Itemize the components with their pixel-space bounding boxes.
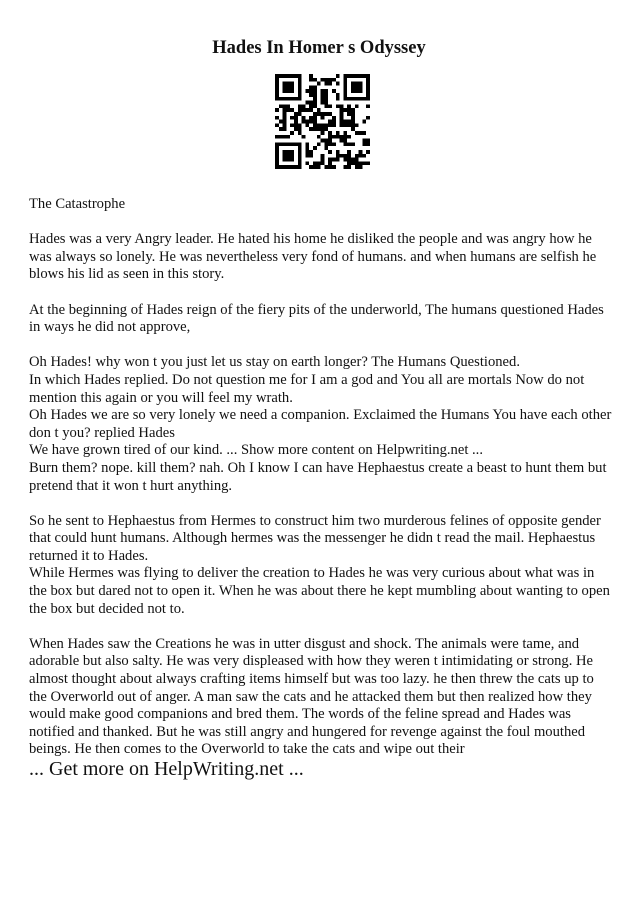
body-line: The Catastrophe: [29, 196, 126, 212]
body-line: don t you? replied Hades: [29, 424, 175, 441]
body-line: the Overworld out of anger. A man saw the cats and he attacked them but then realized how they: [29, 688, 592, 705]
body-line: When Hades saw the Creations he was in utter disgust and shock. The animals were tame, and: [29, 635, 580, 652]
body-line: At the beginning of Hades reign of the fiery pits of the underworld, The humans questioned Hades: [29, 301, 604, 318]
body-line: Burn them? nope. kill them? nah. Oh I know I can have Hephaestus create a beast to hunt them but: [29, 459, 607, 476]
body-line: Hades was a very Angry leader. He hated his home he disliked the people and was angry how he: [29, 231, 592, 248]
body-paragraph: [29, 354, 613, 495]
body-line: While Hermes was flying to deliver the creation to Hades he was very curious about what was in: [29, 565, 595, 582]
body-line: in ways he did not approve,: [29, 319, 191, 336]
body-line: In which Hades replied. Do not question me for I am a god and You all are mortals Now do not: [29, 371, 585, 388]
qr-code-icon: [275, 74, 370, 169]
body-line: the box but decided not to.: [29, 600, 185, 617]
body-line: adorable but also salty. He was very displeased with how they weren t intimidating or strong. He: [29, 653, 594, 670]
body-line: Oh Hades! why won t you just let us stay on earth longer? The Humans Questioned.: [29, 354, 520, 371]
body-line: the box but dared not to open it. When he was about there he kept mumbling about wanting to open: [29, 583, 610, 600]
body-line: returned it to Hades.: [29, 547, 149, 564]
body-paragraph: [29, 636, 613, 759]
body-line: Oh Hades we are so very lonely we need a companion. Exclaimed the Humans You have each other: [29, 407, 612, 424]
body-line: was always so lonely. He was nevertheless very fond of humans. and when humans are selfish he: [29, 248, 597, 265]
body-line: We have grown tired of our kind. ... Show more content on Helpwriting.net ...: [29, 442, 483, 459]
body-paragraph: [29, 513, 613, 619]
body-paragraph: [29, 231, 613, 284]
body-line: almost thought about always crafting items himself but was too lazy. he then threw the cats up to: [29, 671, 594, 688]
body-line: that could hunt humans. Although hermes was the messenger he didn t read the mail. Hephaestus: [29, 530, 596, 547]
body-paragraph: [29, 196, 613, 214]
document-title: Hades In Homer s Odyssey: [212, 38, 426, 58]
body-line: would make good companions and bred them. The words of the feline spread and Hades was: [29, 706, 571, 723]
body-paragraph: [29, 302, 613, 337]
body-line: blows his lid as seen in this story.: [29, 266, 225, 283]
document-body: [29, 196, 613, 777]
body-line: So he sent to Hephaestus from Hermes to construct him two murderous felines of opposite gender: [29, 512, 601, 529]
body-line: mention this again or you will feel my wrath.: [29, 389, 293, 406]
body-line: pretend that it won t hurt anything.: [29, 477, 233, 494]
body-line: beings. He then comes to the Overworld to take the cats and wipe out their: [29, 741, 465, 758]
body-line: notified and thanked. But he was still angry and hungered for revenge against the foul mouthed: [29, 723, 586, 740]
get-more-link-text: ... Get more on HelpWriting.net ...: [29, 758, 304, 780]
